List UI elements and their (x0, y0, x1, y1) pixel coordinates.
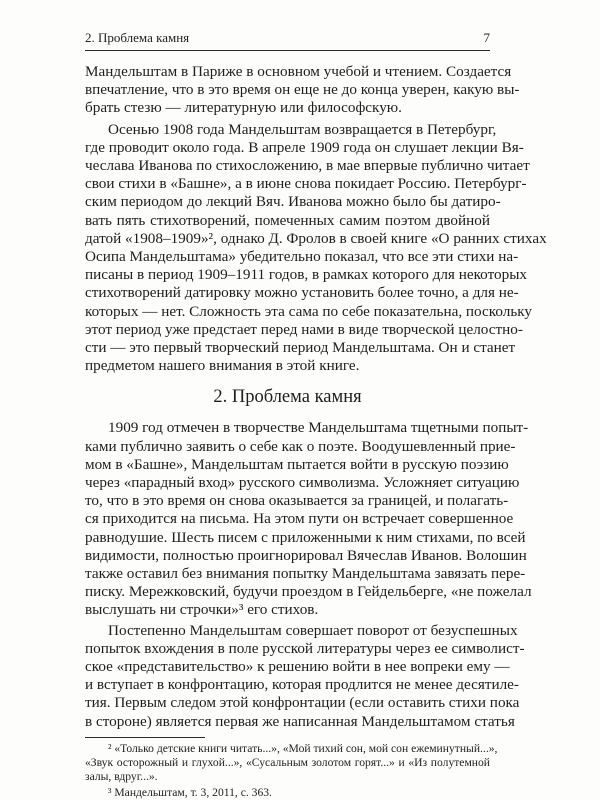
body-line: и вступает в конфронтацию, которая продлится не менее десятиле- (85, 676, 519, 694)
page-number: 7 (483, 30, 490, 45)
body-line: видимости, полностью проигнорировал Вячеслав Иванов. Волошин (85, 546, 527, 564)
body-line: которых — нет. Сложность эта сама по себе показательна, поскольку (85, 302, 533, 320)
body-line: свои стихи в «Башне», а в июне снова покидает Россию. Петербург- (85, 175, 527, 193)
body-line: 1909 год отмечен в творчестве Мандельштама тщетными попыт- (108, 419, 529, 437)
body-line: в стороне) является первая же написанная Мандельштамом статья (85, 712, 515, 730)
body-line: ся приходится на письма. На этом пути он встречает совершенное (85, 510, 514, 528)
footnote-line: залы, вдруг...». (85, 769, 158, 783)
body-line: стихотворений датировку можно установить более точно, а для не- (85, 284, 519, 302)
body-line: датой «1908–1909»², однако Д. Фролов в своей книге «О ранних стихах (85, 229, 547, 247)
body-line: ское «представительство» к решению войти в нее вопреки ему — (85, 658, 510, 675)
body-line: ским периодом до лекций Вяч. Иванова можно было бы датиро- (85, 193, 501, 211)
footnote-line: «Звук осторожный и глухой...», «Сусальным золотом горят...» и «Из полутемной (85, 755, 490, 769)
body-line: через «парадный вход» русского символизма. Усложняет ситуацию (85, 474, 520, 491)
body-line: где проводит около года. В апреле 1909 года он слушает лекции Вя- (85, 138, 524, 156)
section-heading: 2. Проблема камня (213, 387, 362, 408)
footnote-rule (85, 737, 205, 738)
body-line: предметом нашего внимания в этой книге. (85, 357, 360, 375)
body-line: попыток вхождения в поле русской литературы через ее символист- (85, 639, 525, 657)
body-line: Мандельштам в Париже в основном учебой и чтением. Создается (85, 63, 512, 80)
body-line: писку. Мережковский, будучи проездом в Гейдельберге, «не пожелал (85, 583, 532, 601)
body-line: сти — это первый творческий период Мандельштама. Он и станет (85, 339, 516, 356)
body-line: также оставил без внимания попытку Мандельштама завязать пере- (85, 565, 526, 582)
footnote-line: ² «Только детские книги читать...», «Мой тихий сон, мой сон ежеминутный...», (108, 741, 498, 755)
footnote-line: ³ Мандельштам, т. 3, 2011, с. 363. (108, 785, 272, 799)
body-line: то, что в это время он снова оказывается за границей, и полагать- (85, 492, 509, 510)
body-line: этот период уже предстает перед нами в виде творческой целостно- (85, 320, 523, 338)
body-line: Осипа Мандельштама» убедительно показал, что все эти стихи на- (85, 248, 519, 265)
body-line: вать пять стихотворений, помеченных самим поэтом двойной (85, 211, 490, 229)
running-header (85, 28, 490, 48)
body-line: Осенью 1908 года Мандельштам возвращается в Петербург, (108, 120, 497, 138)
running-title: 2. Проблема камня (85, 30, 190, 45)
body-line: ками публично заявить о себе как о поэте. Воодушевленный прие- (85, 437, 516, 455)
body-line: равнодушие. Шесть писем с приложенными к ним стихами, по всей (85, 528, 526, 546)
body-line: брать стезю — литературную или философскую. (85, 99, 402, 117)
body-line: выслушать ни строчки»³ его стихов. (85, 601, 319, 619)
body-line: впечатление, что в это время он еще не до конца уверен, какую вы- (85, 81, 520, 99)
body-line: чеслава Иванова по стихосложению, в мае впервые публично читает (85, 157, 530, 174)
body-line: мом в «Башне», Мандельштам пытается войти в русскую поэзию (85, 455, 509, 473)
header-rule (85, 50, 490, 51)
body-line: Постепенно Мандельштам совершает поворот от безуспешных (108, 621, 518, 639)
body-line: тия. Первым следом этой конфронтации (если оставить стихи пока (85, 694, 520, 712)
body-line: писаны в период 1909–1911 годов, в рамках которого для некоторых (85, 266, 527, 284)
